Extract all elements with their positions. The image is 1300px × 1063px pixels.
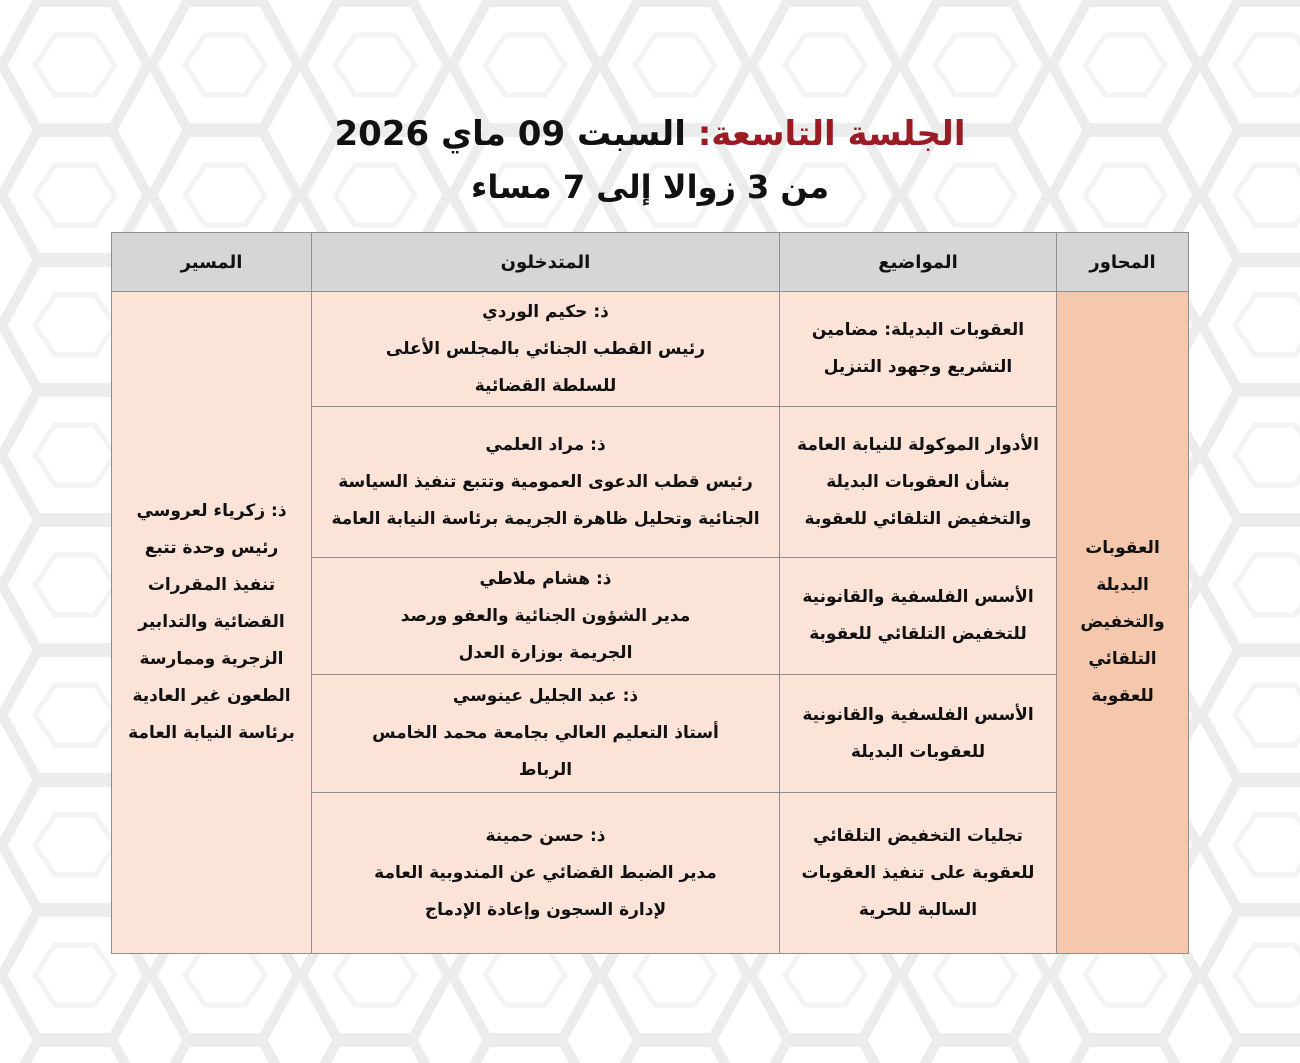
topic-text: الأسس الفلسفية والقانونية للعقوبات البديلة [802,704,1034,762]
speaker-name: ذ: عبد الجليل عينوسي [452,686,639,706]
topic-text: العقوبات البديلة: مضامين التشريع وجهود التنزيل [811,320,1025,377]
speaker-cell [312,793,780,954]
speaker-name: ذ: حسن حمينة [485,825,606,846]
header-topics: المواضيع [780,233,1057,292]
speaker-role: رئيس قطب الدعوى العمومية وتتبع تنفيذ السياسة الجنائية وتحليل ظاهرة الجريمة برئاسة النيابة العامة [331,471,760,529]
topic-cell [780,793,1057,954]
speaker-role: رئيس القطب الجنائي بالمجلس الأعلى للسلطة القضائية [385,338,706,396]
topic-text: تجليات التخفيض التلقائي للعقوبة على تنفيذ العقوبات السالبة للحرية [801,825,1035,920]
speaker-role: مدير الشؤون الجنائية والعفو ورصد الجريمة بوزارة العدل [400,605,691,663]
session-time: من 3 زوالا إلى 7 مساء [470,168,830,206]
session-date: السبت 09 ماي 2026 [334,114,686,154]
topic-cell [780,292,1057,407]
topic-text: الأدوار الموكولة للنيابة العامة بشأن العقوبات البديلة والتخفيض التلقائي للعقوبة [797,434,1039,529]
program-table [111,232,1189,954]
moderator-cell [112,292,312,954]
moderator-role: رئيس وحدة تتبع تنفيذ المقررات القضائية والتدابير الزجرية وممارسة الطعون غير العادية برئاسة النيابة العامة [128,538,295,743]
axis-cell [1057,292,1189,954]
header-axis: المحاور [1057,233,1189,292]
session-label: الجلسة التاسعة [711,114,966,154]
table-header-row [112,233,1189,292]
table-row [112,292,1189,407]
speaker-cell [312,675,780,793]
topic-text: الأسس الفلسفية والقانونية للتخفيض التلقائي للعقوبة [802,587,1034,644]
speaker-role: مدير الضبط القضائي عن المندوبية العامة لإدارة السجون وإعادة الإدماج [374,862,717,920]
session-heading [0,108,1300,160]
moderator-name: ذ: زكرياء لعروسي [136,501,287,521]
header-speakers: المتدخلون [312,233,780,292]
speaker-name: ذ: هشام ملاطي [479,568,612,589]
session-title [0,108,1300,214]
speaker-cell [312,292,780,407]
speaker-role: أستاذ التعليم العالي بجامعة محمد الخامس الرباط [372,723,719,780]
speaker-name: ذ: مراد العلمي [485,434,606,455]
topic-cell [780,675,1057,793]
speaker-name: ذ: حكيم الوردي [482,301,609,322]
header-moderator: المسير [112,233,312,292]
speaker-cell [312,407,780,558]
axis-text: العقوبات البديلة والتخفيض التلقائي للعقوبة [1080,538,1165,706]
session-colon: : [697,114,712,154]
topic-cell [780,407,1057,558]
topic-cell [780,558,1057,675]
speaker-cell [312,558,780,675]
